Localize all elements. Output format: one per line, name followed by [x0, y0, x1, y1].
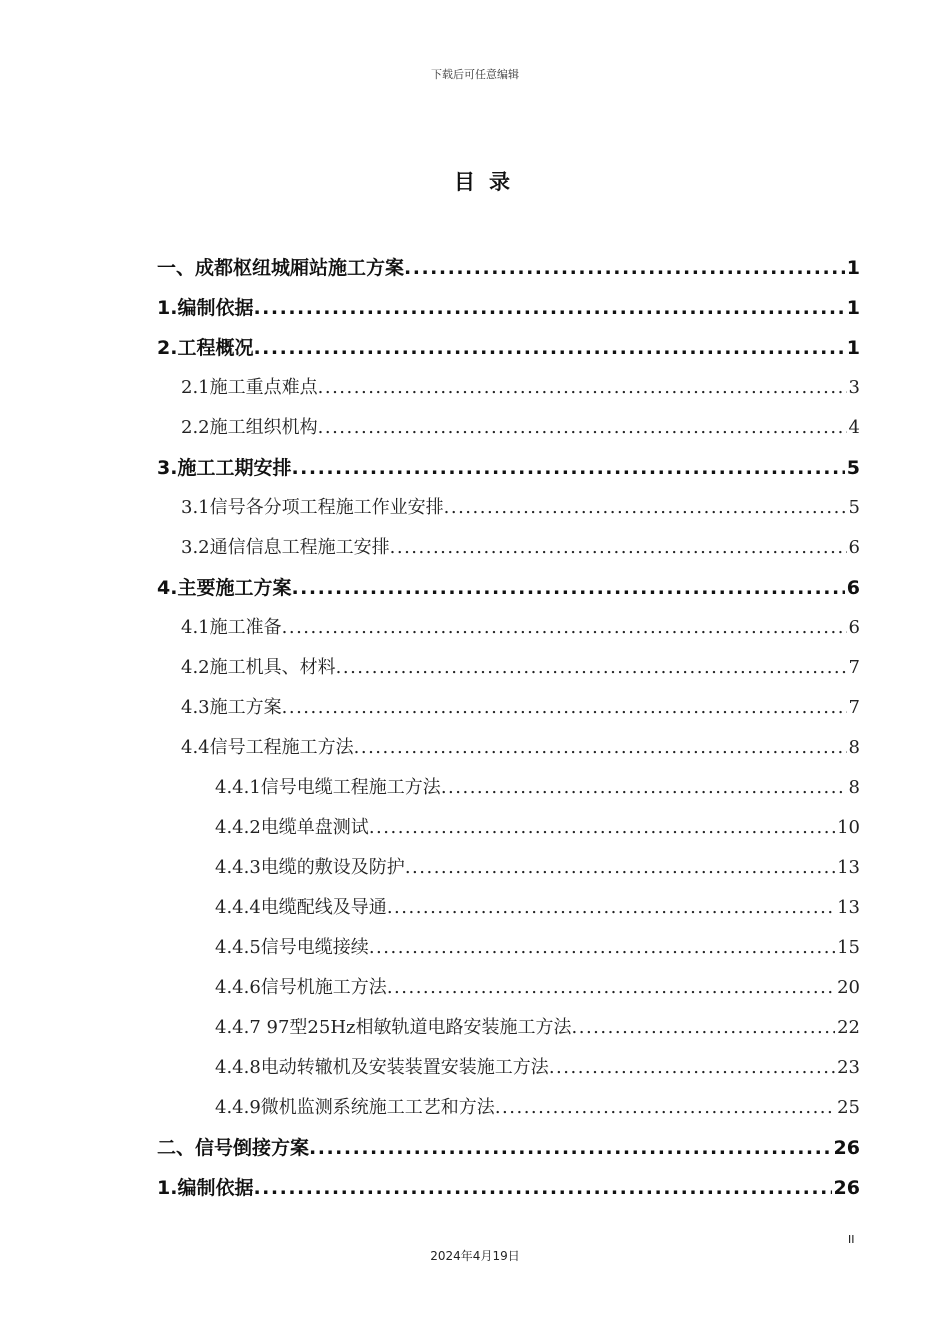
toc-entry-label: 3.1信号各分项工程施工作业安排 [181, 497, 444, 518]
toc-entry-label: 二、信号倒接方案 [157, 1137, 310, 1159]
toc-entry[interactable] [157, 448, 860, 488]
toc-entry-page: 1 [846, 297, 860, 319]
toc-entry[interactable] [157, 1168, 860, 1208]
toc-entry-label: 4.4.6信号机施工方法 [215, 977, 387, 998]
toc-entry-label: 4.4.9微机监测系统施工工艺和方法 [215, 1097, 495, 1118]
toc-entry[interactable] [157, 288, 860, 328]
toc-entry[interactable] [157, 728, 860, 768]
toc-entry-label: 4.3施工方案 [181, 697, 282, 718]
toc-leader-dots [404, 248, 845, 288]
page-number: II [848, 1233, 855, 1246]
toc-entry-page: 10 [837, 817, 860, 838]
toc-leader-dots [441, 768, 847, 808]
toc-entry-page: 1 [846, 257, 860, 279]
toc-entry-label: 3.施工工期安排 [157, 457, 292, 479]
toc-entry-label: 4.主要施工方案 [157, 577, 292, 599]
toc-entry[interactable] [157, 968, 860, 1008]
toc-leader-dots [549, 1048, 835, 1088]
toc-leader-dots [253, 328, 844, 368]
toc-entry-page: 8 [848, 737, 860, 758]
toc-entry[interactable] [157, 368, 860, 408]
toc-entry-page: 7 [848, 657, 860, 678]
toc-entry[interactable] [157, 1088, 860, 1128]
toc-entry-label: 4.1施工准备 [181, 617, 282, 638]
toc-entry[interactable] [157, 808, 860, 848]
toc-entry-page: 26 [833, 1177, 860, 1199]
toc-entry-page: 6 [846, 577, 860, 599]
toc-entry-page: 4 [848, 417, 860, 438]
toc-leader-dots [282, 688, 847, 728]
toc-leader-dots [253, 288, 844, 328]
toc-entry-page: 22 [837, 1017, 860, 1038]
toc-leader-dots [291, 568, 844, 608]
toc-entry[interactable] [157, 768, 860, 808]
toc-leader-dots [369, 928, 835, 968]
toc-leader-dots [282, 608, 847, 648]
toc-entry-label: 2.2施工组织机构 [181, 417, 318, 438]
toc-entry-label: 4.4.2电缆单盘测试 [215, 817, 369, 838]
toc-entry-page: 5 [848, 497, 860, 518]
toc-leader-dots [354, 728, 847, 768]
toc-entry[interactable] [157, 328, 860, 368]
toc-entry-page: 20 [837, 977, 860, 998]
toc-leader-dots [369, 808, 835, 848]
toc-leader-dots [495, 1088, 835, 1128]
toc-leader-dots [390, 528, 847, 568]
toc-entry-label: 1.编制依据 [157, 297, 254, 319]
toc-leader-dots [387, 888, 835, 928]
toc-leader-dots [318, 368, 847, 408]
toc-leader-dots [318, 408, 847, 448]
toc-leader-dots [336, 648, 847, 688]
toc-entry-label: 1.编制依据 [157, 1177, 254, 1199]
toc-entry-label: 4.2施工机具、材料 [181, 657, 336, 678]
toc-entry-page: 7 [848, 697, 860, 718]
toc-entry-page: 15 [837, 937, 860, 958]
toc-entry[interactable] [157, 848, 860, 888]
toc-entry-label: 4.4.4电缆配线及导通 [215, 897, 387, 918]
toc-entry-label: 3.2通信信息工程施工安排 [181, 537, 390, 558]
toc-entry[interactable] [157, 888, 860, 928]
toc-entry-page: 13 [837, 857, 860, 878]
toc-entry-label: 4.4.8电动转辙机及安装装置安装施工方法 [215, 1057, 549, 1078]
toc-entry[interactable] [157, 568, 860, 608]
toc-entry[interactable] [157, 528, 860, 568]
toc-entry-label: 2.1施工重点难点 [181, 377, 318, 398]
toc-entry[interactable] [157, 688, 860, 728]
toc-entry-label: 4.4.3电缆的敷设及防护 [215, 857, 405, 878]
toc-title: 目录 [454, 170, 524, 194]
toc-leader-dots [572, 1008, 836, 1048]
page-header: 下载后可任意编辑 [431, 68, 519, 81]
toc-entry-label: 4.4信号工程施工方法 [181, 737, 354, 758]
toc-entry-label: 一、成都枢纽城厢站施工方案 [157, 257, 405, 279]
toc-entry-page: 6 [848, 617, 860, 638]
toc-leader-dots [405, 848, 835, 888]
toc-leader-dots [444, 488, 847, 528]
toc-leader-dots [253, 1168, 831, 1208]
toc-entry[interactable] [157, 1128, 860, 1168]
toc-leader-dots [387, 968, 835, 1008]
toc-leader-dots [291, 448, 844, 488]
toc-entry-page: 6 [848, 537, 860, 558]
toc-entry[interactable] [157, 1008, 860, 1048]
toc-entry-label: 4.4.5信号电缆接续 [215, 937, 369, 958]
toc-entry-label: 4.4.7 97型25Hz相敏轨道电路安装施工方法 [215, 1017, 572, 1038]
toc-entry-page: 25 [837, 1097, 860, 1118]
toc-entry-label: 4.4.1信号电缆工程施工方法 [215, 777, 441, 798]
toc-entry-page: 8 [848, 777, 860, 798]
toc-entry[interactable] [157, 648, 860, 688]
toc-entry[interactable] [157, 608, 860, 648]
toc-entry[interactable] [157, 408, 860, 448]
toc-entry-page: 23 [837, 1057, 860, 1078]
toc-leader-dots [309, 1128, 832, 1168]
toc-entry-page: 1 [846, 337, 860, 359]
toc-entry-page: 26 [833, 1137, 860, 1159]
toc-entry[interactable] [157, 1048, 860, 1088]
toc-entry[interactable] [157, 928, 860, 968]
toc-entry-page: 5 [846, 457, 860, 479]
toc-entry[interactable] [157, 488, 860, 528]
toc-entry[interactable] [157, 248, 860, 288]
table-of-contents [157, 248, 860, 1208]
footer-date: 2024年4月19日 [430, 1249, 520, 1263]
toc-entry-page: 13 [837, 897, 860, 918]
toc-entry-page: 3 [848, 377, 860, 398]
toc-entry-label: 2.工程概况 [157, 337, 254, 359]
